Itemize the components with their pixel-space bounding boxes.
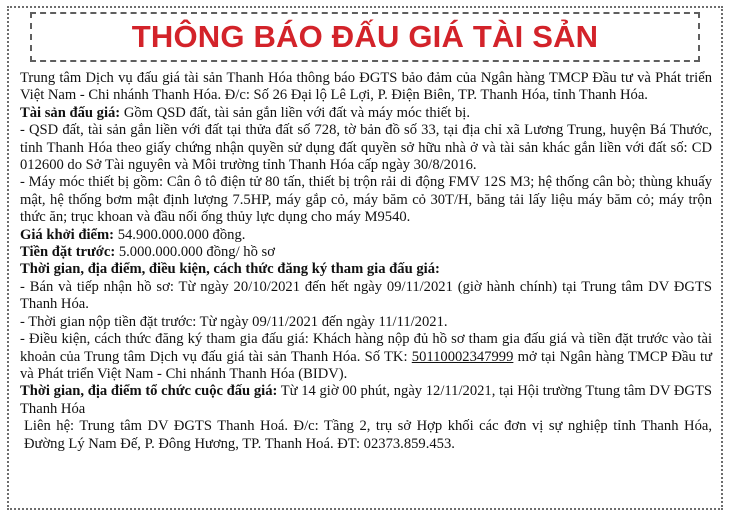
machinery-paragraph: - Máy móc thiết bị gồm: Cân ô tô điện tử 80 tấn, thiết bị trộn rải di động FMV 12S M3; hệ thống cân bò; thùng khuấy mật, hệ thống bơm mật định lượng 7.5HP, máy gắp cỏ, máy băm cỏ 30T/H, băng tải lấy liệu máy băm cỏ; máy trộn thức ăn; trục khoan và đầu nối ống thủy lực dụng cho máy M9540. [20,174,712,226]
starting-price-paragraph [20,227,712,244]
asset-value: Gồm QSD đất, tài sản gắn liền với đất và máy móc thiết bị. [120,104,470,121]
auction-paragraph [20,383,712,418]
starting-price-value: 54.900.000.000 đồng. [114,226,246,243]
conditions-pre: - Điều kiện, cách thức đăng ký tham gia đấu giá: Khách hàng nộp đủ hồ sơ tham gia đấu giá và tiền đặt trước vào tài khoản của Trung tâm Dịch vụ đấu giá tài sản Thanh Hóa. Số TK: [20,331,712,365]
notice-title: THÔNG BÁO ĐẤU GIÁ TÀI SẢN [131,19,599,54]
land-paragraph: - QSD đất, tài sản gắn liền với đất tại thửa đất số 728, tờ bản đồ số 33, tại địa chỉ xã Lương Trung, huyện Bá Thước, tỉnh Thanh Hóa theo giấy chứng nhận quyền sử dụng đất quyền sở hữu nhà ở và tài sản khác gắn liền với đất số: CD 012600 do Sở Tài nguyên và Môi trường tỉnh Thanh Hóa cấp ngày 30/8/2016. [20,122,712,174]
auction-label: Thời gian, địa điểm tổ chức cuộc đấu giá: [20,383,278,400]
deposit-paragraph [20,244,712,261]
asset-paragraph [20,105,712,122]
deposit-time-paragraph: - Thời gian nộp tiền đặt trước: Từ ngày 09/11/2021 đến ngày 11/11/2021. [20,313,448,330]
title-box [30,12,700,62]
registration-heading: Thời gian, địa điểm, điều kiện, cách thức đăng ký tham gia đấu giá: [20,261,440,278]
deposit-label: Tiền đặt trước: [20,244,116,261]
conditions-post: mở tại Ngân hàng TMCP Đầu tư và Phát triển Việt Nam - Chi nhánh Thanh Hóa (BIDV). [20,348,713,382]
deposit-value: 5.000.000.000 đồng/ hồ sơ [115,244,275,261]
contact-paragraph: Liên hệ: Trung tâm DV ĐGTS Thanh Hoá. Đ/c: Tầng 2, trụ sở Hợp khối các đơn vị sự nghiệp tỉnh Thanh Hóa, Đường Lý Nam Đế, P. Đông Hương, TP. Thanh Hoá. ĐT: 02373.859.453. [24,418,712,452]
notice-body [20,70,712,453]
starting-price-label: Giá khởi điểm: [20,226,115,243]
conditions-paragraph [20,331,712,383]
asset-label: Tài sản đấu giá: [20,104,121,121]
intro-paragraph: Trung tâm Dịch vụ đấu giá tài sản Thanh Hóa thông báo ĐGTS bảo đảm của Ngân hàng TMCP Đầu tư và Phát triển Việt Nam - Chi nhánh Thanh Hóa. Đ/c: Số 26 Đại lộ Lê Lợi, P. Điện Biên, TP. Thanh Hóa, tỉnh Thanh Hóa. [20,70,712,104]
auction-value: Từ 14 giờ 00 phút, ngày 12/11/2021, tại Hội trường Ttung tâm DV ĐGTS Thanh Hóa [20,383,712,417]
account-number: 50110002347999 [411,348,514,365]
sale-paragraph: - Bán và tiếp nhận hồ sơ: Từ ngày 20/10/2021 đến hết ngày 09/11/2021 (giờ hành chính) tại Trung tâm DV ĐGTS Thanh Hóa. [20,278,712,313]
